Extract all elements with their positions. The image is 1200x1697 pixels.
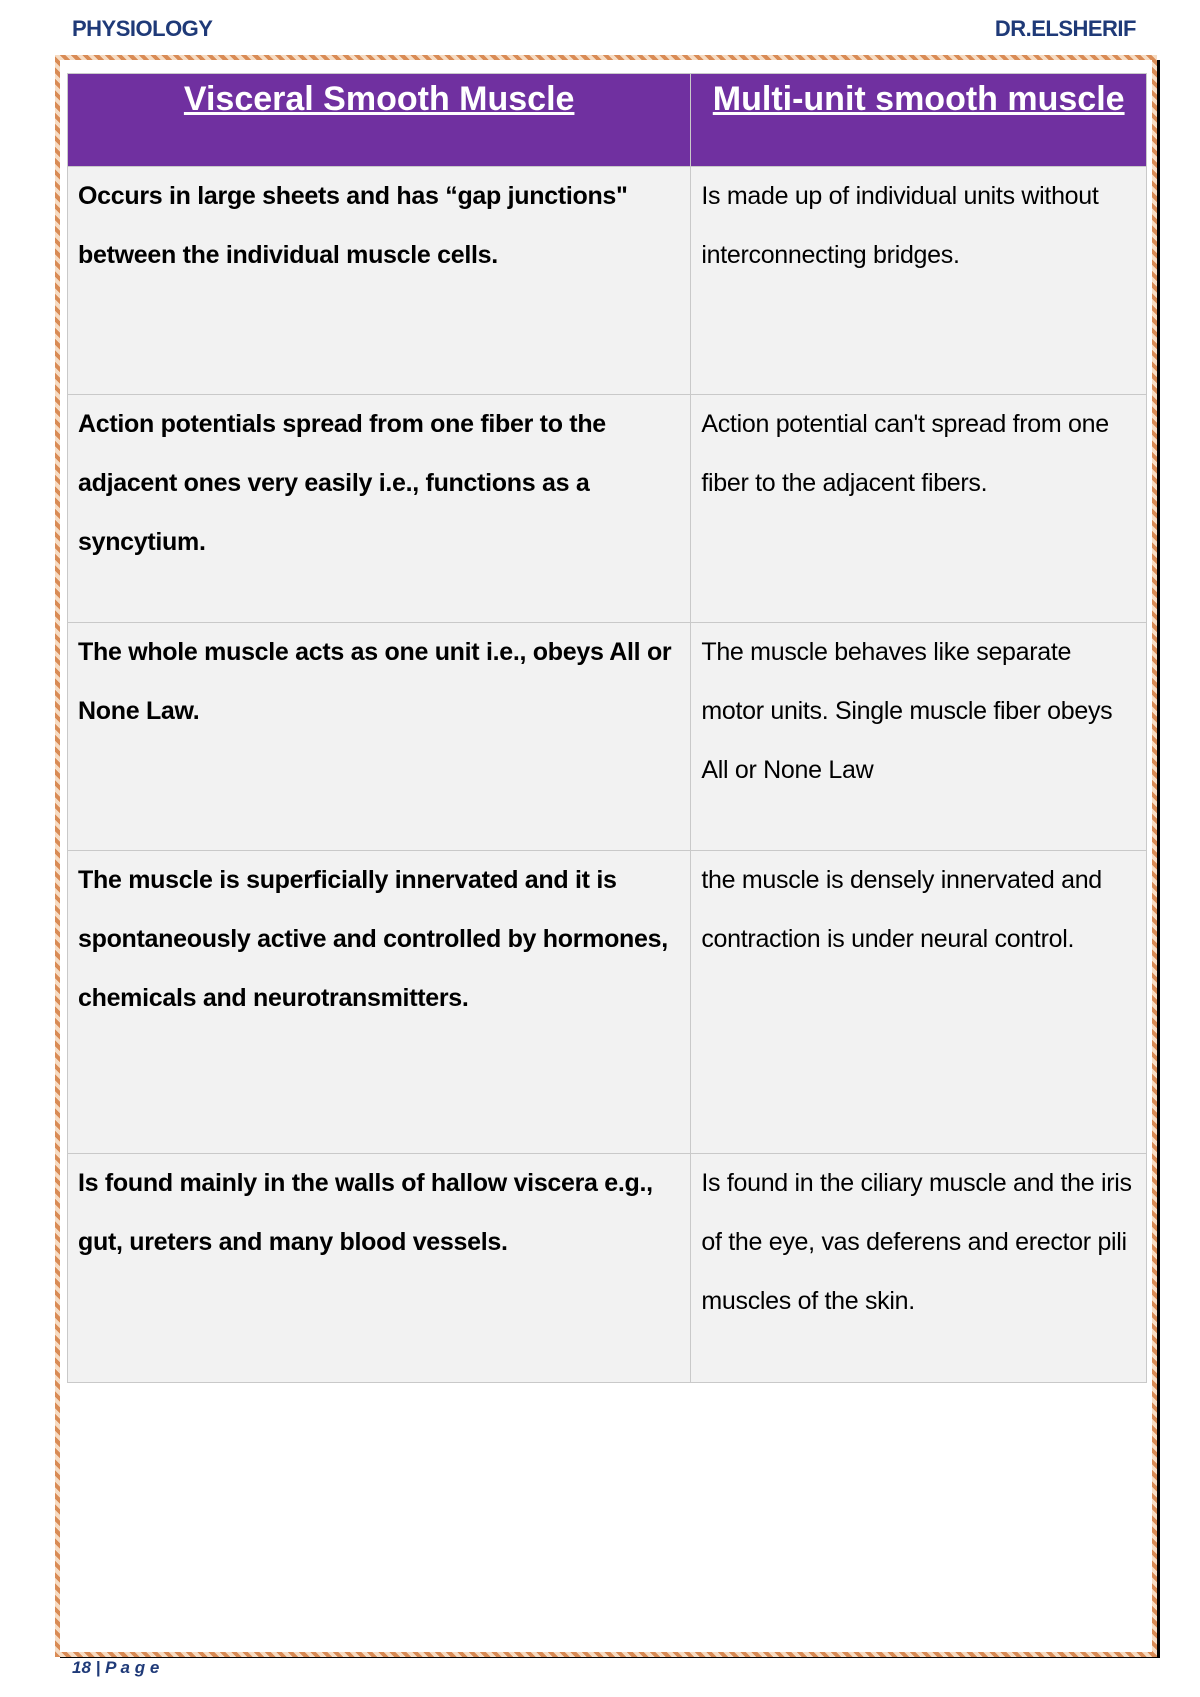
visceral-cell: Action potentials spread from one fiber to the adjacent ones very easily i.e., functions as a syncytium. [68,395,691,623]
multi-unit-cell: Is found in the ciliary muscle and the iris of the eye, vas deferens and erector pili muscles of the skin. [691,1154,1147,1383]
visceral-cell: Is found mainly in the walls of hallow viscera e.g., gut, ureters and many blood vessels. [68,1154,691,1383]
header-subject: PHYSIOLOGY [72,16,213,41]
visceral-cell: The muscle is superficially innervated and it is spontaneously active and controlled by hormones, chemicals and neurotransmitters. [68,851,691,1154]
column-header [691,74,1147,167]
visceral-cell: The whole muscle acts as one unit i.e., obeys All or None Law. [68,623,691,851]
table-row [68,1154,1147,1383]
page-number: 18 | P a g e [72,1658,160,1677]
table-row [68,167,1147,395]
table-row [68,623,1147,851]
multi-unit-cell: The muscle behaves like separate motor units. Single muscle fiber obeys All or None Law [691,623,1147,851]
header-author: DR.ELSHERIF [994,16,1136,41]
multi-unit-cell: Is made up of individual units without interconnecting bridges. [691,167,1147,395]
table-row [68,395,1147,623]
column-header [68,74,691,167]
comparison-table [67,73,1147,1383]
table-header-row [68,74,1147,167]
visceral-cell: Occurs in large sheets and has “gap junctions" between the individual muscle cells. [68,167,691,395]
table-row [68,851,1147,1154]
column-header-label: Visceral Smooth Muscle [183,80,575,118]
multi-unit-cell: Action potential can't spread from one fiber to the adjacent fibers. [691,395,1147,623]
multi-unit-cell: the muscle is densely innervated and contraction is under neural control. [691,851,1147,1154]
column-header-label: Multi-unit smooth muscle [712,80,1125,118]
page-border [55,55,1157,1657]
